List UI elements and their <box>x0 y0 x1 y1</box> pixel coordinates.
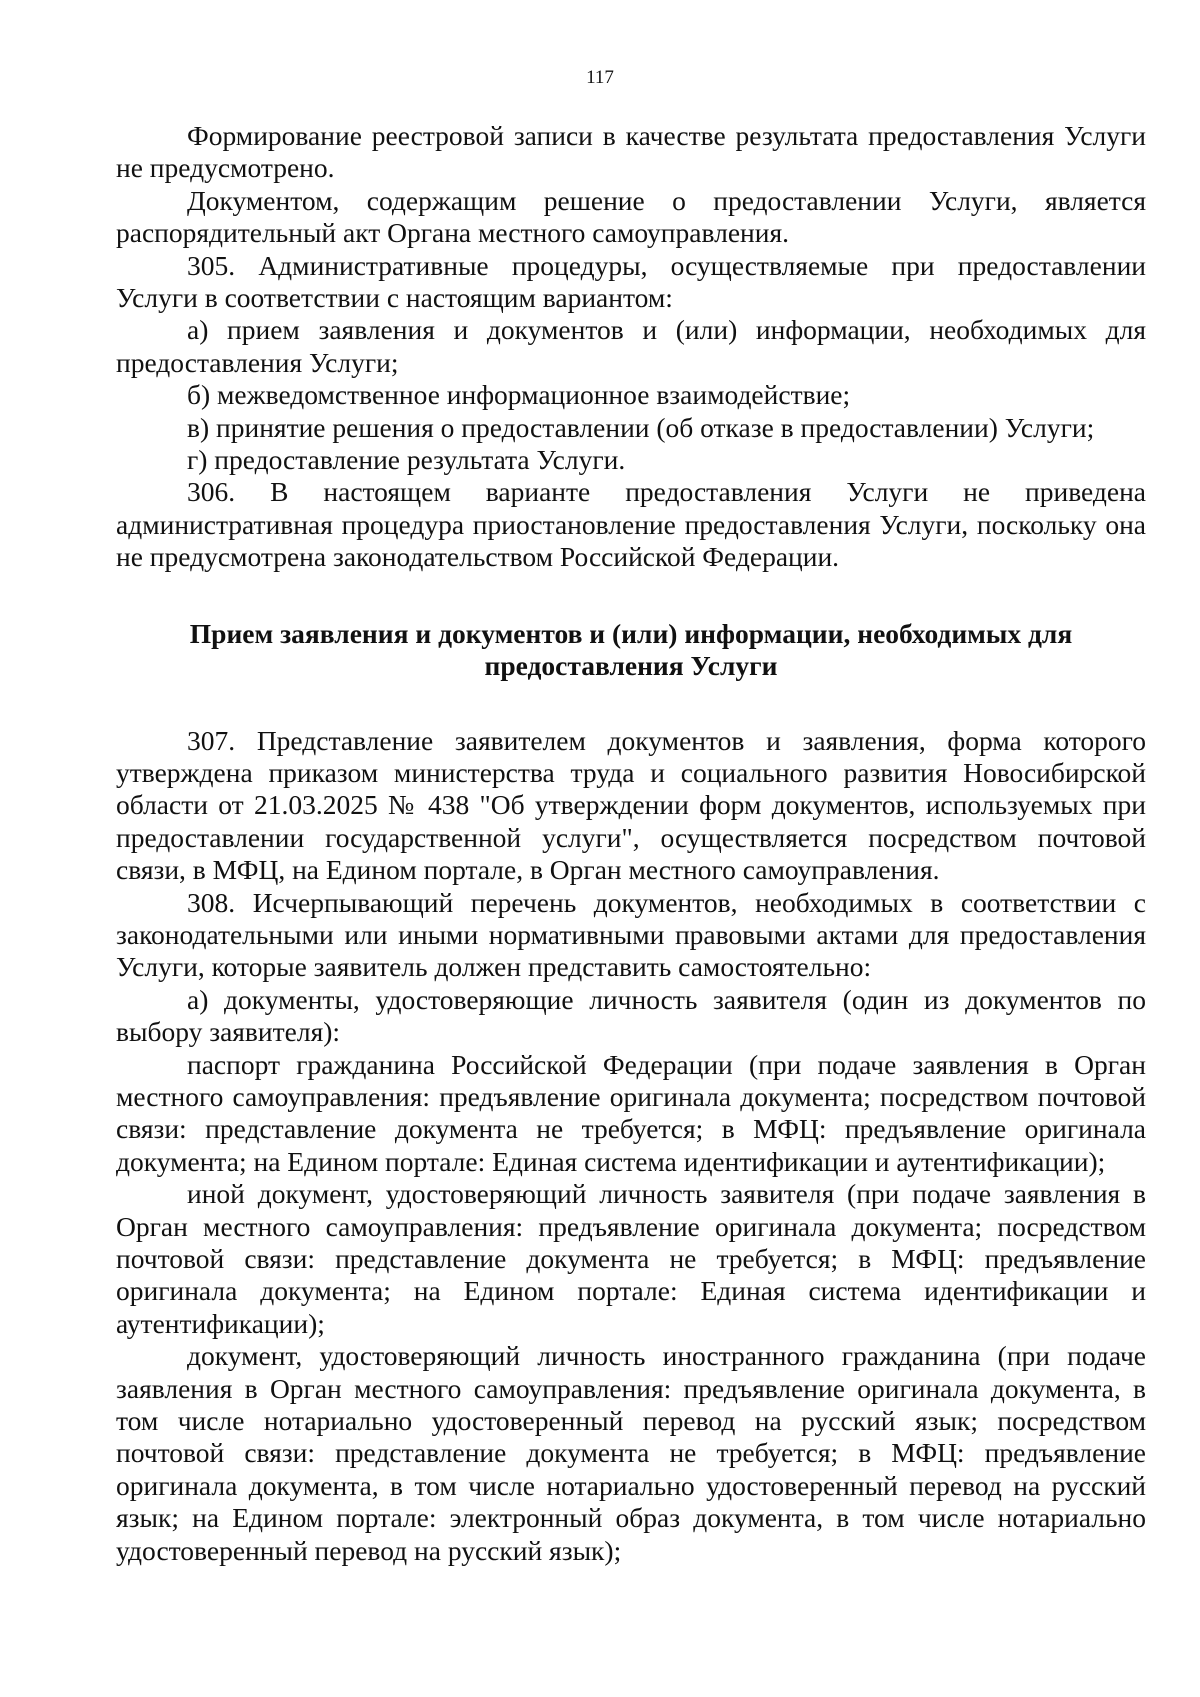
paragraph-registry-record: Формирование реестровой записи в качестве результата предоставления Услуги не предусмотрено. <box>116 120 1146 184</box>
page-number: 117 <box>586 67 614 88</box>
list-item-v: в) принятие решения о предоставлении (об отказе в предоставлении) Услуги; <box>187 411 1095 443</box>
list-item-identity-docs: а) документы, удостоверяющие личность заявителя (один из документов по выбору заявителя): <box>116 983 1146 1048</box>
paragraph-306: 306. В настоящем варианте предоставления Услуги не приведена административная процедура приостановление предоставления Услуги, поскольку она не предусмотрена законодательством Российской Федерации. <box>116 476 1146 573</box>
paragraph-307: 307. Представление заявителем документов и заявления, форма которого утверждена приказом министерства труда и социального развития Новосибирской области от 21.03.2025 № 438 "Об утверждении форм документов, используемых при предоставлении государственной услуги", осуществляется посредством почтовой связи, в МФЦ, на Едином портале, в Орган местного самоуправления. <box>116 724 1146 886</box>
paragraph-other-id: иной документ, удостоверяющий личность заявителя (при подаче заявления в Орган местного самоуправления: предъявление оригинала документа; посредством почтовой связи: представление документа не требуется; в МФЦ: предъявление оригинала документа; на Едином портале: Единая система идентификации и аутентификации); <box>116 1178 1146 1339</box>
paragraph-passport: паспорт гражданина Российской Федерации (при подаче заявления в Орган местного самоуправления: предъявление оригинала документа; посредством почтовой связи: представление документа не требуется; в МФЦ: предъявление оригинала документа; на Едином портале: Единая система идентификации и аутентификации); <box>116 1048 1146 1177</box>
list-item-b: б) межведомственное информационное взаимодействие; <box>187 379 851 411</box>
section-heading: Прием заявления и документов и (или) информации, необходимых для предоставления Услуги <box>189 617 1073 682</box>
paragraph-foreign-id: документ, удостоверяющий личность иностранного гражданина (при подаче заявления в Орган местного самоуправления: предъявление оригинала документа, в том числе нотариально удостоверенный перевод на русский язык; посредством почтовой связи: представление документа не требуется; в МФЦ: предъявление оригинала документа, в том числе нотариально удостоверенный перевод на русский язык; на Едином портале: электронный образ документа, в том числе нотариально удостоверенный перевод на русский язык); <box>116 1340 1146 1566</box>
paragraph-decision-document: Документом, содержащим решение о предоставлении Услуги, является распорядительный акт Органа местного самоуправления. <box>116 184 1146 249</box>
list-item-a: а) прием заявления и документов и (или) информации, необходимых для предоставления Услуги; <box>116 314 1146 378</box>
paragraph-308: 308. Исчерпывающий перечень документов, необходимых в соответствии с законодательными или иными нормативными правовыми актами для предоставления Услуги, которые заявитель должен представить самостоятельно: <box>116 886 1146 983</box>
list-item-g: г) предоставление результата Услуги. <box>187 444 626 476</box>
document-body <box>116 120 1146 1567</box>
paragraph-305: 305. Административные процедуры, осуществляемые при предоставлении Услуги в соответствии с настоящим вариантом: <box>116 249 1146 314</box>
